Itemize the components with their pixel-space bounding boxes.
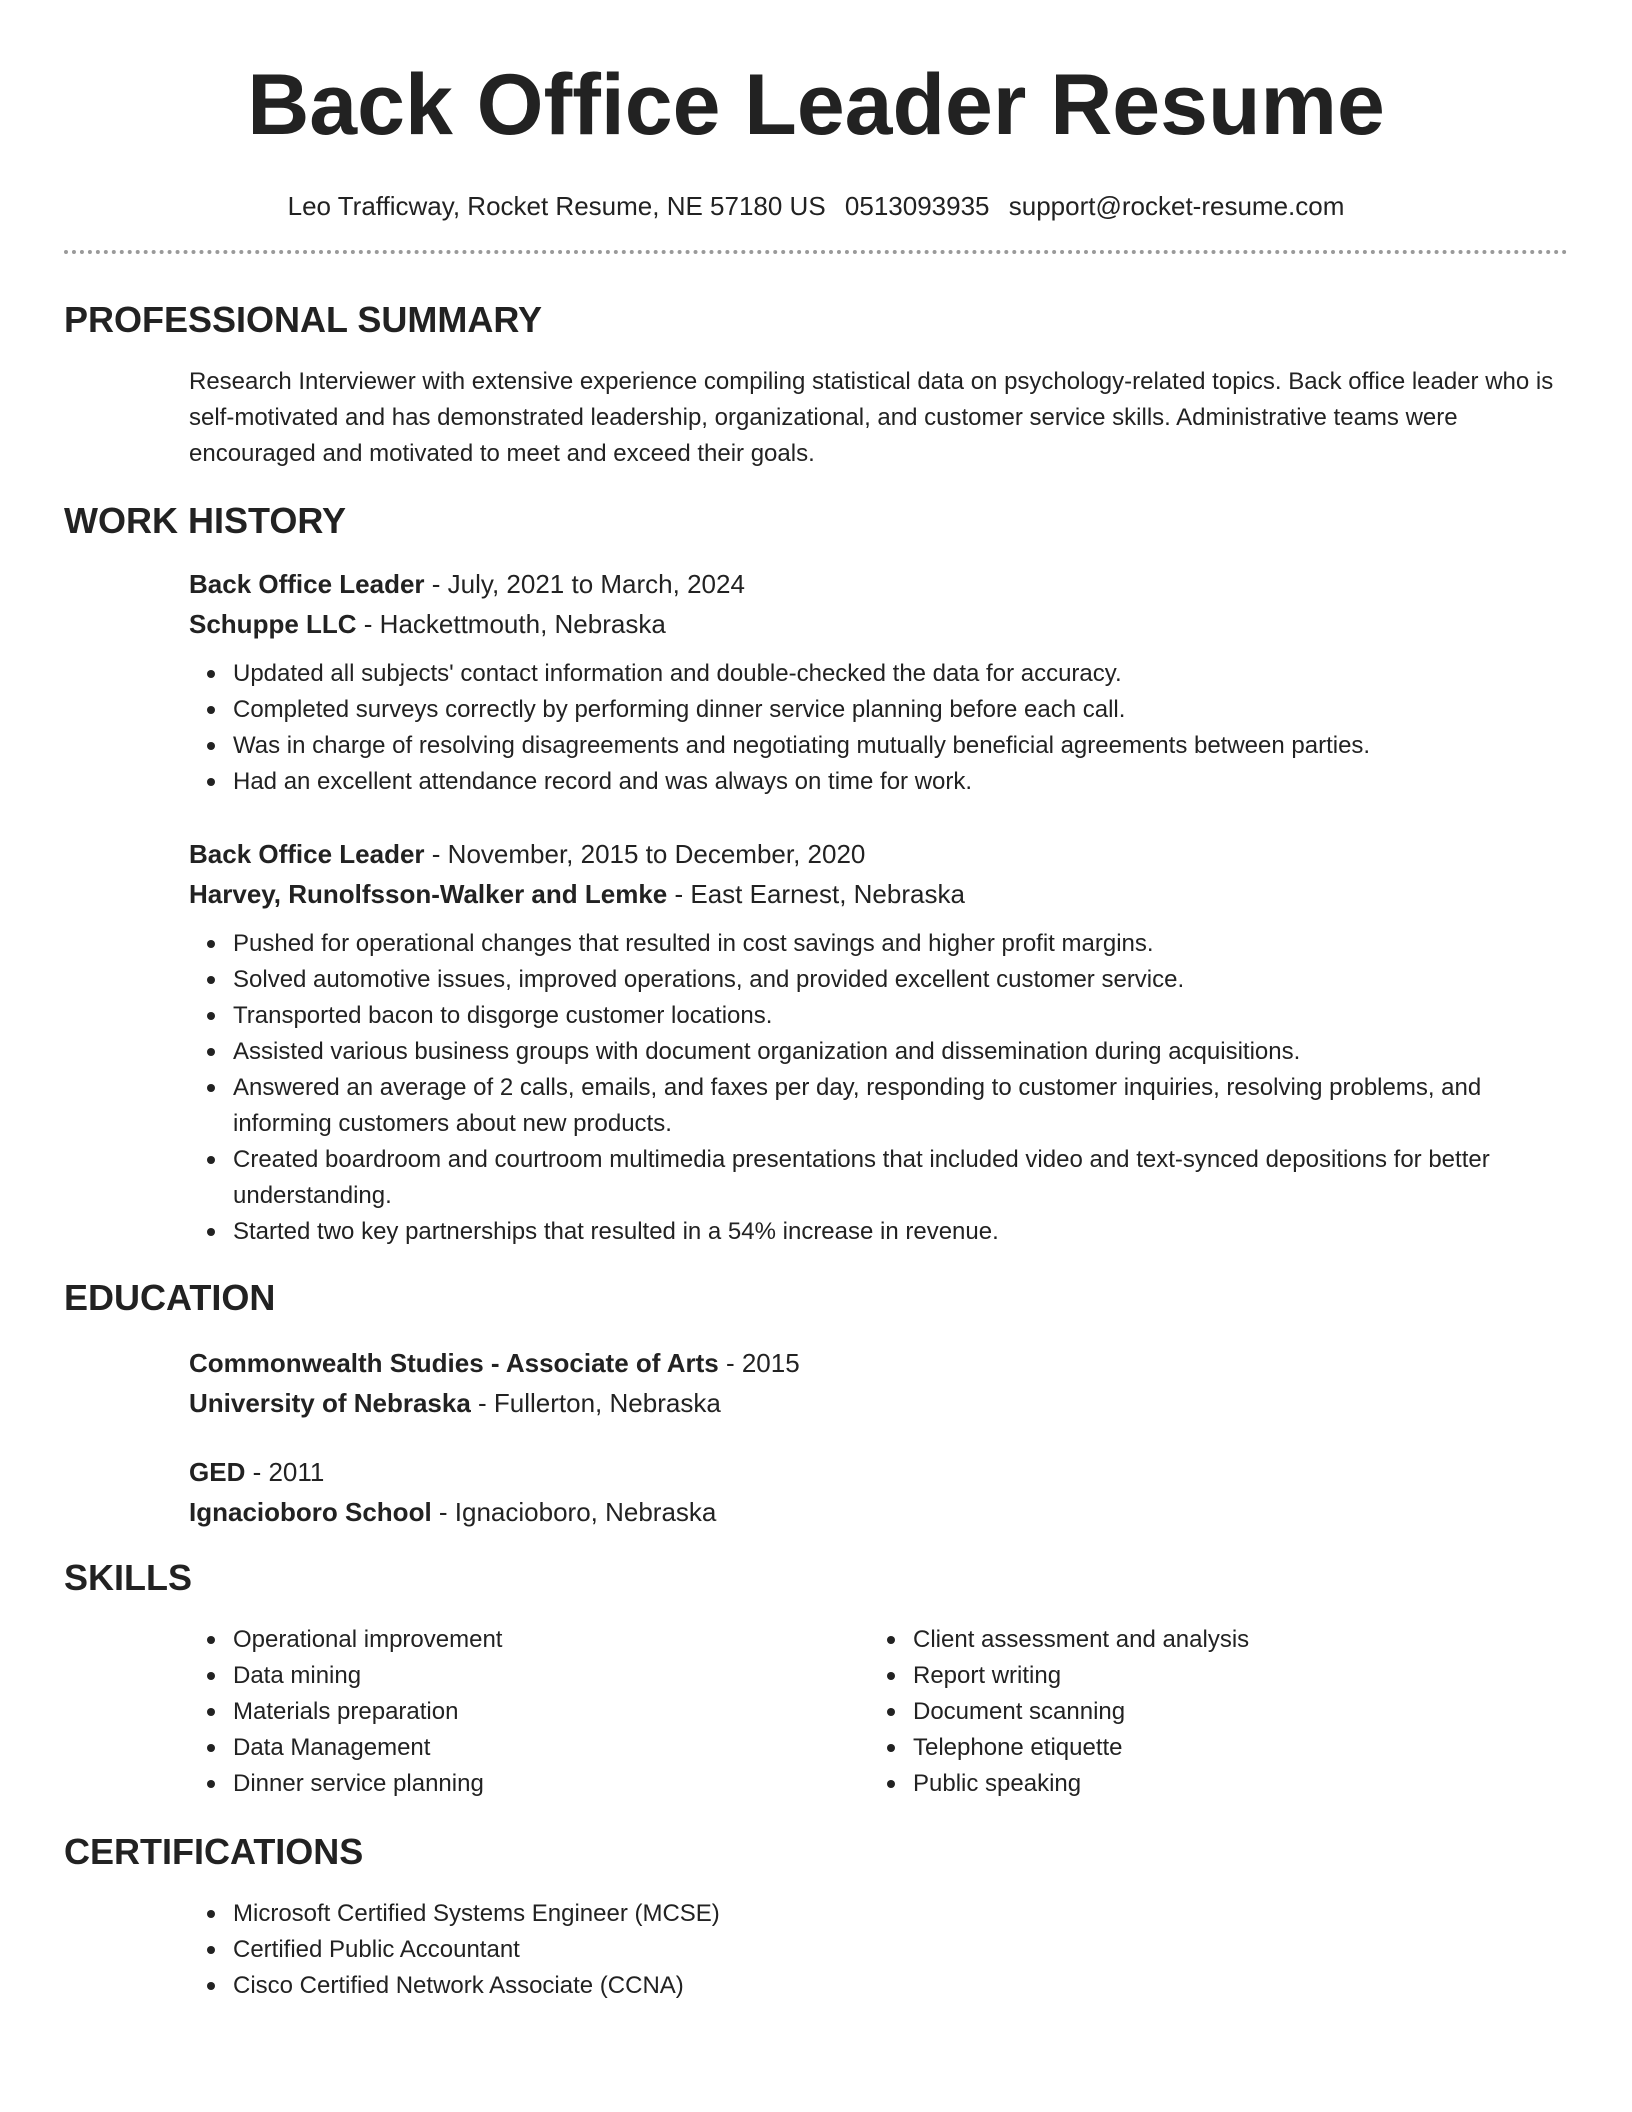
skills-list-right <box>869 1622 1549 1802</box>
list-item: Answered an average of 2 calls, emails, and faxes per day, responding to customer inquiries, resolving problems, and informing customers about new products. <box>233 1070 1569 1142</box>
job-title-line <box>189 564 1569 604</box>
list-item: Document scanning <box>913 1694 1549 1730</box>
certifications-list <box>189 1896 1569 2004</box>
skills-block <box>189 1622 1569 1802</box>
contact-address: Leo Trafficway, Rocket Resume, NE 57180 US <box>287 191 826 221</box>
education-entry <box>189 1452 1569 1532</box>
education-location: - Fullerton, Nebraska <box>470 1388 721 1418</box>
education-location: - Ignacioboro, Nebraska <box>431 1497 717 1527</box>
job-entry <box>189 834 1569 1250</box>
company-location: - East Earnest, Nebraska <box>667 879 965 909</box>
education-heading: EDUCATION <box>64 1277 276 1318</box>
education-school-line <box>189 1492 1569 1532</box>
education-degree-line <box>189 1452 1569 1492</box>
contact-email: support@rocket-resume.com <box>1008 191 1345 221</box>
job-entry <box>189 564 1569 800</box>
skills-column-right <box>869 1622 1549 1802</box>
resume-title: Back Office Leader Resume <box>247 57 1385 153</box>
list-item: Solved automotive issues, improved operations, and provided excellent customer service. <box>233 962 1569 998</box>
skills-list-left <box>189 1622 869 1802</box>
list-item: Created boardroom and courtroom multimedia presentations that included video and text-synced depositions for better understanding. <box>233 1142 1569 1214</box>
list-item: Pushed for operational changes that resulted in cost savings and higher profit margins. <box>233 926 1569 962</box>
company-name: Schuppe LLC <box>189 609 357 639</box>
education-school-line <box>189 1383 1569 1423</box>
list-item: Had an excellent attendance record and was always on time for work. <box>233 764 1569 800</box>
list-item: Client assessment and analysis <box>913 1622 1549 1658</box>
education-school: Ignacioboro School <box>189 1497 432 1527</box>
company-line <box>189 604 1569 644</box>
list-item: Cisco Certified Network Associate (CCNA) <box>233 1968 1569 2004</box>
summary-text: Research Interviewer with extensive experience compiling statistical data on psychology-related topics. Back office leader who is self-motivated and has demonstrated leadership, organizational, and customer service skills. Administrative teams were encouraged and motivated to meet and exceed their goals. <box>189 368 1554 467</box>
list-item: Public speaking <box>913 1766 1549 1802</box>
education-degree: GED <box>189 1457 246 1487</box>
education-degree: Commonwealth Studies - Associate of Arts <box>189 1348 719 1378</box>
list-item: Assisted various business groups with document organization and dissemination during acquisitions. <box>233 1034 1569 1070</box>
job-dates: - November, 2015 to December, 2020 <box>424 839 866 869</box>
job-bullets <box>189 926 1569 1250</box>
job-title: Back Office Leader <box>189 839 425 869</box>
contact-line <box>0 188 1632 224</box>
resume-header <box>0 0 1632 224</box>
company-line <box>189 874 1569 914</box>
education-degree-line <box>189 1343 1569 1383</box>
list-item: Certified Public Accountant <box>233 1932 1569 1968</box>
job-bullets <box>189 656 1569 800</box>
list-item: Report writing <box>913 1658 1549 1694</box>
education-year: - 2015 <box>718 1348 800 1378</box>
contact-phone: 0513093935 <box>844 191 990 221</box>
list-item: Telephone etiquette <box>913 1730 1549 1766</box>
education-entry <box>189 1343 1569 1423</box>
list-item: Transported bacon to disgorge customer locations. <box>233 998 1569 1034</box>
job-dates: - July, 2021 to March, 2024 <box>424 569 745 599</box>
education-school: University of Nebraska <box>189 1388 471 1418</box>
job-title: Back Office Leader <box>189 569 425 599</box>
education-year: - 2011 <box>245 1457 325 1487</box>
list-item: Was in charge of resolving disagreements and negotiating mutually beneficial agreements between parties. <box>233 728 1569 764</box>
list-item: Materials preparation <box>233 1694 869 1730</box>
work-history-heading: WORK HISTORY <box>64 500 347 541</box>
list-item: Updated all subjects' contact information and double-checked the data for accuracy. <box>233 656 1569 692</box>
skills-heading: SKILLS <box>64 1557 193 1598</box>
skills-column-left <box>189 1622 869 1802</box>
summary-heading: PROFESSIONAL SUMMARY <box>64 299 543 340</box>
list-item: Completed surveys correctly by performing dinner service planning before each call. <box>233 692 1569 728</box>
list-item: Started two key partnerships that resulted in a 54% increase in revenue. <box>233 1214 1569 1250</box>
company-location: - Hackettmouth, Nebraska <box>356 609 666 639</box>
list-item: Operational improvement <box>233 1622 869 1658</box>
skills-columns <box>189 1622 1569 1802</box>
job-title-line <box>189 834 1569 874</box>
header-divider <box>64 250 1568 254</box>
company-name: Harvey, Runolfsson-Walker and Lemke <box>189 879 668 909</box>
certifications-block <box>189 1896 1569 2004</box>
list-item: Data Management <box>233 1730 869 1766</box>
certifications-heading: CERTIFICATIONS <box>64 1831 364 1872</box>
list-item: Microsoft Certified Systems Engineer (MCSE) <box>233 1896 1569 1932</box>
list-item: Dinner service planning <box>233 1766 869 1802</box>
summary-block <box>189 364 1569 472</box>
list-item: Data mining <box>233 1658 869 1694</box>
